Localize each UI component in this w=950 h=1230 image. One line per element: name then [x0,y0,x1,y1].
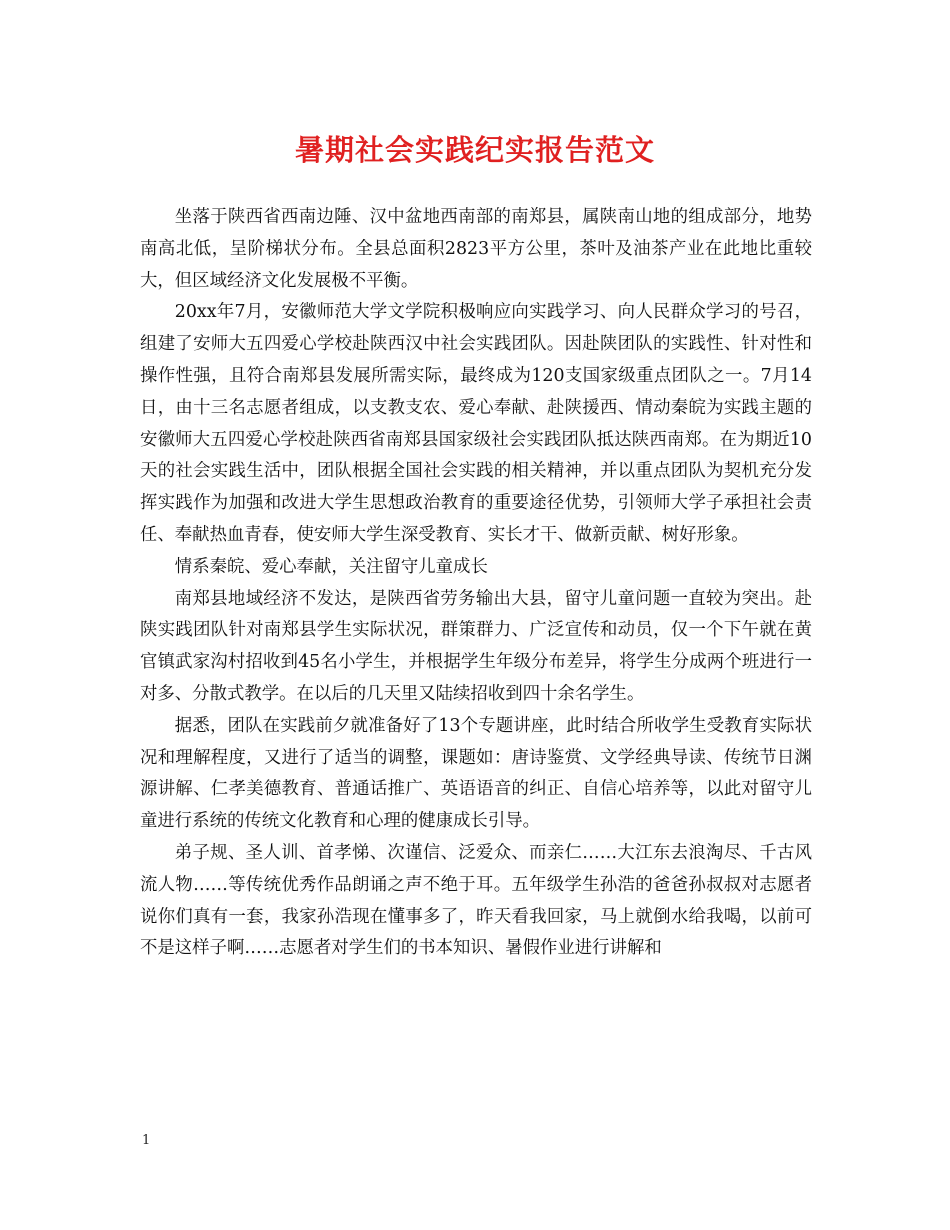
document-body [140,202,812,965]
page-number: 1 [142,1133,151,1148]
paragraph: 20xx年7月，安徽师范大学文学院积极响应向实践学习、向人民群众学习的号召，组建了安师大五四爱心学校赴陕西汉中社会实践团队。因赴陕团队的实践性、针对性和操作性强，且符合南郑县发展所需实际，最终成为120支国家级重点团队之一。7月14日，由十三名志愿者组成，以支教支农、爱心奉献、赴陕援西、情动秦皖为实践主题的安徽师大五四爱心学校赴陕西省南郑县国家级社会实践团队抵达陕西南郑。在为期近10天的社会实践生活中，团队根据全国社会实践的相关精神，并以重点团队为契机充分发挥实践作为加强和改进大学生思想政治教育的重要途径优势，引领师大学子承担社会责任、奉献热血青春，使安师大学生深受教育、实长才干、做新贡献、树好形象。 [140,302,812,545]
paragraph: 坐落于陕西省西南边陲、汉中盆地西南部的南郑县，属陕南山地的组成部分，地势南高北低，呈阶梯状分布。全县总面积2823平方公里，茶叶及油茶产业在此地比重较大，但区域经济文化发展极不平衡。 [140,207,812,291]
document-title: 暑期社会实践纪实报告范文 [294,133,655,167]
paragraph: 弟子规、圣人训、首孝悌、次谨信、泛爱众、而亲仁……大江东去浪淘尽、千古风流人物……等传统优秀作品朗诵之声不绝于耳。五年级学生孙浩的爸爸孙叔叔对志愿者说你们真有一套，我家孙浩现在懂事多了，昨天看我回家，马上就倒水给我喝，以前可不是这样子啊……志愿者对学生们的书本知识、暑假作业进行讲解和 [140,842,812,959]
section-heading: 情系秦皖、爱心奉献，关注留守儿童成长 [174,556,488,577]
paragraph: 南郑县地域经济不发达，是陕西省劳务输出大县，留守儿童问题一直较为突出。赴陕实践团队针对南郑县学生实际状况，群策群力、广泛宣传和动员，仅一个下午就在黄官镇武家沟村招收到45名小学生，并根据学生年级分布差异，将学生分成两个班进行一对多、分散式教学。在以后的几天里又陆续招收到四十余名学生。 [140,588,812,704]
paragraph: 据悉，团队在实践前夕就准备好了13个专题讲座，此时结合所收学生受教育实际状况和理解程度，又进行了适当的调整，课题如：唐诗鉴赏、文学经典导读、传统节日渊源讲解、仁孝美德教育、普通话推广、英语语音的纠正、自信心培养等，以此对留守儿童进行系统的传统文化教育和心理的健康成长引导。 [140,715,812,832]
